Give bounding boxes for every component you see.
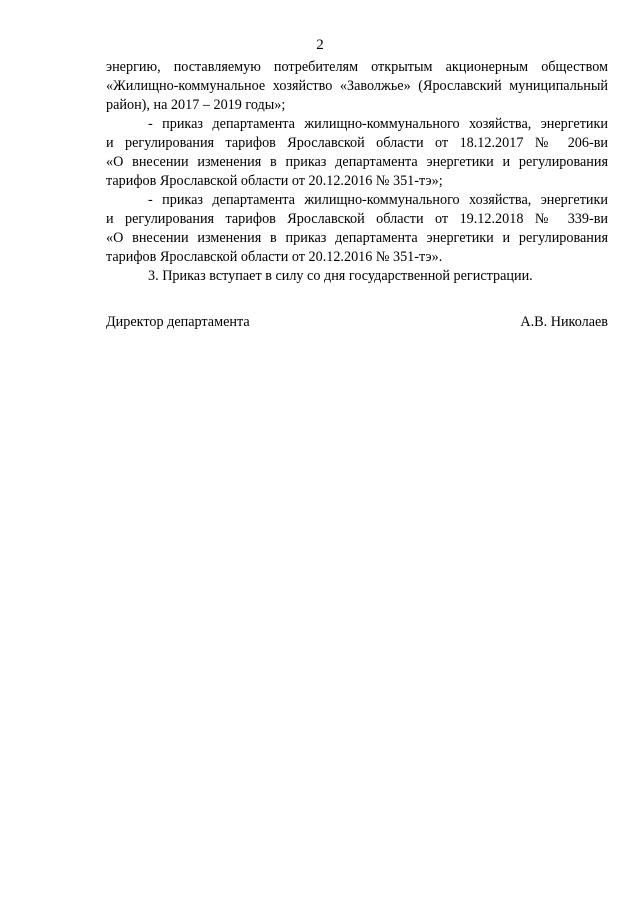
paragraph-2-line-4: тарифов Ярославской области от 20.12.2016 № 351-тэ»; [106, 173, 443, 189]
paragraph-1-line-3: район), на 2017 – 2019 годы»; [106, 97, 286, 113]
document-body [106, 58, 608, 286]
paragraph-2-line-3: «О внесении изменения в приказ департамента энергетики и регулирования [106, 154, 608, 170]
paragraph-3-line-2: и регулирования тарифов Ярославской области от 19.12.2018 № 339-ви [106, 211, 608, 227]
paragraph-3-line-3: «О внесении изменения в приказ департамента энергетики и регулирования [106, 230, 608, 246]
signatory-position: Директор департамента [106, 314, 250, 330]
paragraph-1-line-2: «Жилищно-коммунальное хозяйство «Заволжье» (Ярославский муниципальный [106, 78, 608, 94]
signatory-name: А.В. Николаев [520, 314, 608, 330]
paragraph-2-line-2: и регулирования тарифов Ярославской области от 18.12.2017 № 206-ви [106, 135, 608, 151]
paragraph-3-line-1: - приказ департамента жилищно-коммунального хозяйства, энергетики [148, 192, 608, 208]
page-number: 2 [316, 37, 324, 53]
paragraph-1-line-1: энергию, поставляемую потребителям открытым акционерным обществом [106, 59, 608, 75]
signature-block [106, 313, 608, 332]
paragraph-2-line-1: - приказ департамента жилищно-коммунального хозяйства, энергетики [148, 116, 608, 132]
paragraph-4-line-1: 3. Приказ вступает в силу со дня государственной регистрации. [148, 268, 533, 284]
paragraph-3-line-4: тарифов Ярославской области от 20.12.2016 № 351-тэ». [106, 249, 443, 265]
